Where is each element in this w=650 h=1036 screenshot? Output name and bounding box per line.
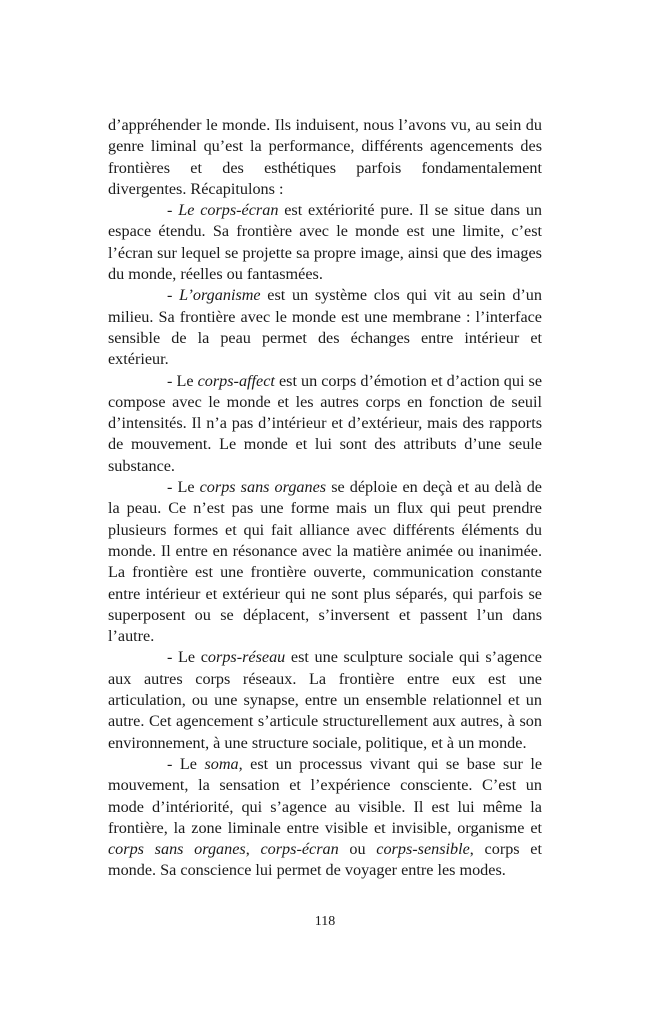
term-corps-affect: corps-affect — [197, 371, 275, 390]
term-corps-reseau: orps-réseau — [207, 648, 286, 667]
list-item-organisme: - L’organisme est un système clos qui vit au sein d’un milieu. Sa frontière avec le monde est une membrane : l’interface sensible de la peau permet des échanges entre intérieur et extérieur. — [108, 286, 542, 369]
list-item-corps-ecran: - Le corps-écran est extériorité pure. Il se situe dans un espace étendu. Sa frontière avec le monde est une limite, c’est l’écran sur lequel se projette sa propre image, ainsi que des images du monde, réelles ou fantasmées. — [108, 201, 543, 284]
term-corps-sans-organes-inline: corps sans organes — [108, 840, 246, 859]
term-corps-ecran: Le corps-écran — [178, 201, 279, 220]
intro-paragraph: d’appréhender le monde. Ils induisent, nous l’avons vu, au sein du genre liminal qu’est la performance, différents agencements des frontières et des esthétiques parfois fondamentalement divergentes. Récapitulons : — [108, 116, 542, 198]
term-corps-sans-organes: corps sans organes — [199, 478, 327, 497]
term-soma: soma, — [204, 754, 243, 773]
term-organisme: L’organisme — [179, 286, 261, 305]
list-item-corps-reseau: - Le corps-réseau est une sculpture sociale qui s’agence aux autres corps réseaux. La frontière entre eux est une articulation, ou une synapse, entre un ensemble relationnel et un autre. Cet agencement s’articule structurellement aux autres, à son environnement, à une structure sociale, politique, et à un monde. — [108, 648, 542, 752]
list-item-corps-sans-organes: - Le corps sans organes se déploie en deçà et au delà de la peau. Ce n’est pas une forme mais un flux qui peut prendre plusieurs formes et qui fait alliance avec différents éléments du monde. Il entre en résonance avec la matière animée ou inanimée. La frontière est une frontière ouverte, communication constante entre intérieur et extérieur qui ne sont plus séparés, qui parfois se superposent ou se déplacent, s’inversent et passent l’un dans l’autre. — [108, 478, 542, 646]
term-corps-sensible-inline: corps-sensible — [376, 840, 470, 859]
list-item-corps-affect: - Le corps-affect est un corps d’émotion et d’action qui se compose avec le monde et les autres corps en fonction de seuil d’intensités. Il n’a pas d’intérieur et d’extérieur, mais des rapports de mouvement. Le monde et lui sont des attributs d’une seule substance. — [108, 371, 542, 475]
list-item-soma: - Le soma, est un processus vivant qui se base sur le mouvement, la sensation et l’expérience consciente. C’est un mode d’intériorité, qui s’agence au visible. Il est lui même la frontière, la zone liminale entre visible et invisible, organisme et corps sans organes, corps-écran ou corps-sensible, corps et monde. Sa conscience lui permet de voyager entre les modes. — [108, 754, 542, 880]
book-page-text — [108, 115, 542, 882]
term-corps-ecran-inline: corps-écran — [260, 840, 339, 859]
page-number: 118 — [314, 914, 336, 929]
